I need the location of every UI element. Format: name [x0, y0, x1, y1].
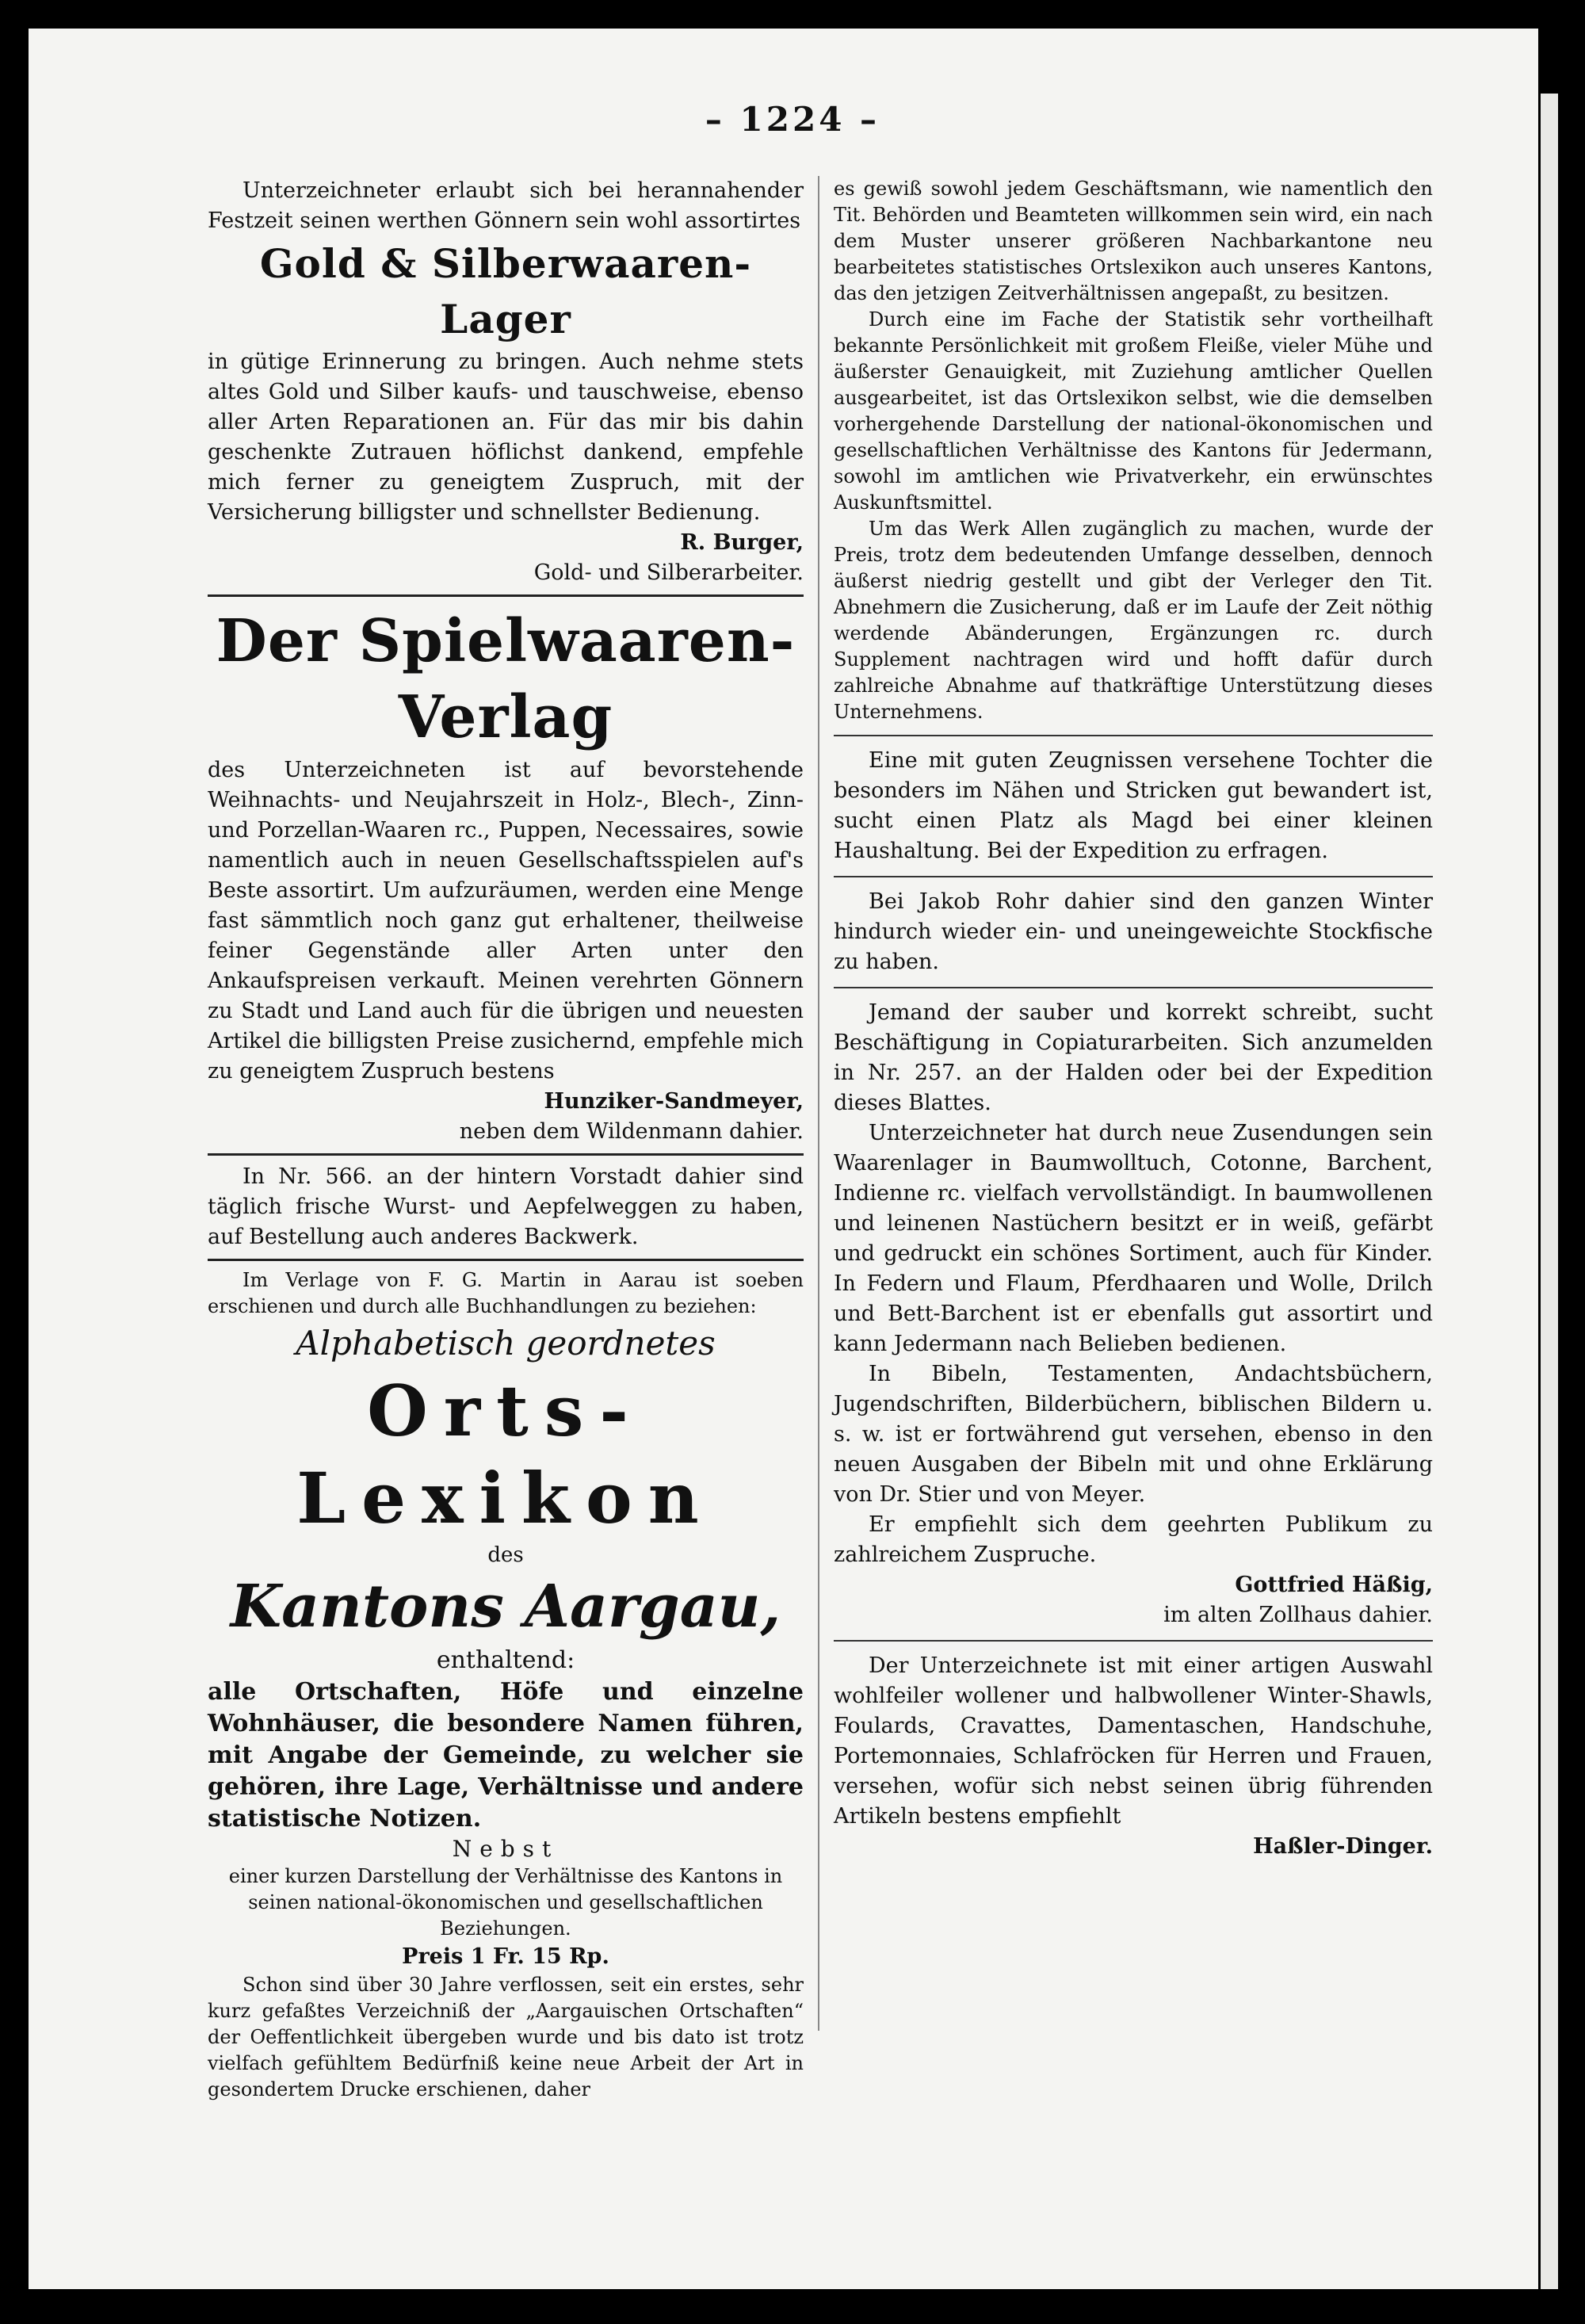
gold-signature-title: Gold- und Silberarbeiter. [533, 560, 804, 585]
adjacent-page-edge [1541, 94, 1558, 2289]
ad-gold-silver [208, 176, 804, 588]
ad-orts-lexikon [208, 1267, 804, 2103]
column-divider [818, 176, 819, 2031]
gold-heading: Gold & Silberwaaren-Lager [259, 240, 752, 342]
continued-paragraph-1: es gewiß sowohl jedem Geschäftsmann, wie namentlich den Tit. Behörden und Beamteten willkommen sein wird, ein nach dem Muster unserer größeren Nachbarkantone neu bearbeitetes statistisches Ortslexikon auch unseres Kantons, das den jetzigen Zeitverhältnissen angepaßt, zu besitzen. [834, 178, 1433, 304]
wurst-body: In Nr. 566. an der hintern Vorstadt dahier sind täglich frische Wurst- und Aepfelweggen zu haben, auf Bestellung auch anderes Backwerk. [208, 1164, 804, 1249]
orts-heading: Orts-Lexikon [296, 1370, 715, 1539]
divider [834, 1640, 1433, 1642]
haessig-paragraph-3: Er empfiehlt sich dem geehrten Publikum zu zahlreichem Zuspruche. [834, 1512, 1433, 1567]
continued-paragraph-2: Durch eine im Fache der Statistik sehr vortheilhaft bekannte Persönlichkeit mit großem Fleiße, vieler Mühe und äußerster Genauigkeit, mit Zuziehung amtlicher Quellen ausgearbeitet, ist das Ortslexikon selbst, wie die demselben vorhergehende Darstellung der national-ökonomischen und gesellschaftlichen Verhältnisse des Kantons für Jedermann, sowohl im amtlichen wie Privatverkehr, ein erwünschtes Auskunftsmittel. [834, 308, 1433, 514]
divider [834, 876, 1433, 877]
gold-signature-name: R. Burger, [680, 530, 804, 555]
tochter-body: Eine mit guten Zeugnissen versehene Tochter die besonders im Nähen und Stricken gut bewandert ist, sucht einen Platz als Magd bei einer kleinen Haushaltung. Bei der Expedition zu erfragen. [834, 748, 1433, 863]
gold-intro: Unterzeichneter erlaubt sich bei herannahender Festzeit seinen werthen Gönnern sein wohl assortirtes [208, 178, 804, 233]
ad-haessig [834, 1118, 1433, 1630]
divider [834, 987, 1433, 988]
haessig-paragraph-2: In Bibeln, Testamenten, Andachtsbüchern, Jugendschriften, Bilderbüchern, biblischen Bildern u. s. w. ist er fortwährend gut versehen, ebenso in den neuen Ausgaben der Bibeln mit und ohne Erklärung von Dr. Stier und von Meyer. [834, 1362, 1433, 1507]
verlag-intro: Im Verlage von F. G. Martin in Aarau ist soeben erschienen und durch alle Buchhandlungen zu beziehen: [208, 1269, 804, 1317]
divider [834, 735, 1433, 736]
ad-stockfische [834, 887, 1433, 977]
spiel-signature-place: neben dem Wildenmann dahier. [459, 1119, 804, 1144]
alpha-heading: Alphabetisch geordnetes [296, 1324, 716, 1363]
spiel-heading: Der Spielwaaren-Verlag [216, 607, 796, 751]
page-number: – 1224 – [705, 100, 880, 139]
hassler-signature: Haßler-Dinger. [1253, 1834, 1433, 1859]
right-column [834, 176, 1433, 1862]
hassler-body: Der Unterzeichnete ist mit einer artigen Auswahl wohlfeiler wollener und halbwollener Winter-Shawls, Foulards, Cravattes, Damentaschen, Handschuhe, Portemonnaies, Schlafröcken für Herren und Frauen, versehen, wofür sich nebst seinen übrig führenden Artikeln bestens empfiehlt [834, 1653, 1433, 1829]
schon-body: Schon sind über 30 Jahre verflossen, seit ein erstes, sehr kurz gefaßtes Verzeichniß der „Aargauischen Ortschaften“ der Oeffentlichkeit übergeben wurde und bis dato ist trotz vielfach gefühltem Bedürfniß keine neue Arbeit der Art in gesondertem Drucke erschienen, daher [208, 1974, 804, 2100]
nebst-line: Nebst [452, 1836, 560, 1862]
des-line: des [487, 1543, 524, 1567]
rohr-body: Bei Jakob Rohr dahier sind den ganzen Winter hindurch wieder ein- und uneingeweichte Stockfische zu haben. [834, 889, 1433, 974]
haessig-signature-name: Gottfried Häßig, [1235, 1573, 1433, 1597]
nebst-body: einer kurzen Darstellung der Verhältnisse des Kantons in seinen national-ökonomischen und gesellschaftlichen Beziehungen. [228, 1865, 783, 1940]
gold-body: in gütige Erinnerung zu bringen. Auch nehme stets altes Gold und Silber kaufs- und tauschweise, ebenso aller Arten Reparationen an. Für das mir bis dahin geschenkte Zutrauen höflichst dankend, empfehle mich ferner zu geneigtem Zuspruch, mit der Versicherung billigster und schnellster Bedienung. [208, 350, 804, 525]
ad-wurst [208, 1162, 804, 1252]
left-column [208, 176, 804, 2103]
enthaltend-line: enthaltend: [436, 1646, 575, 1674]
continued-paragraph-3: Um das Werk Allen zugänglich zu machen, wurde der Preis, trotz dem bedeutenden Umfange desselben, dennoch äußerst niedrig gestellt und gibt der Verleger den Tit. Abnehmern die Zusicherung, daß er im Laufe der Zeit nöthig werdende Abänderungen, Ergänzungen rc. durch Supplement nachtragen wird und hofft dafür durch zahlreiche Abnahme auf thatkräftige Unterstützung dieses Unternehmens. [834, 518, 1433, 723]
spiel-body: des Unterzeichneten ist auf bevorstehende Weihnachts- und Neujahrszeit in Holz-, Blech-, Zinn- und Porzellan-Waaren rc., Puppen, Necessaires, sowie namentlich auch in neuen Gesellschaftsspielen auf's Beste assortirt. Um aufzuräumen, werden eine Menge fast sämmtlich noch ganz gut erhaltener, theilweise feiner Gegenstände aller Arten unter den Ankaufspreisen verkauft. Meinen verehrten Gönnern zu Stadt und Land auch für die übrigen und neuesten Artikel die billigsten Preise zusichernd, empfehle mich zu geneigtem Zuspruch bestens [208, 758, 804, 1084]
ad-copiatur [834, 998, 1433, 1118]
divider [208, 1153, 804, 1156]
haessig-signature-place: im alten Zollhaus dahier. [1163, 1603, 1433, 1627]
ad-orts-lexikon-continued [834, 176, 1433, 725]
ad-hassler [834, 1651, 1433, 1862]
spiel-signature-name: Hunziker-Sandmeyer, [544, 1089, 804, 1114]
enthaltend-body: alle Ortschaften, Höfe und einzelne Wohnhäuser, die besondere Namen führen, mit Angabe der Gemeinde, zu welcher sie gehören, ihre Lage, Verhältnisse und andere statistische Notizen. [208, 1678, 804, 1833]
divider [208, 1259, 804, 1261]
kanton-heading: Kantons Aargau, [230, 1573, 781, 1641]
ad-tochter [834, 746, 1433, 866]
haessig-paragraph-1: Unterzeichneter hat durch neue Zusendungen sein Waarenlager in Baumwolltuch, Cotonne, Barchent, Indienne rc. vielfach vervollständigt. In baumwollenen und leinenen Nastüchern besitzt er in weiß, gefärbt und gedruckt ein schönes Sortiment, auch für Kinder. In Federn und Flaum, Pferdhaaren und Wolle, Drilch und Bett-Barchent ist er ebenfalls gut assortirt und kann Jedermann nach Belieben bedienen. [834, 1121, 1433, 1356]
divider [208, 594, 804, 597]
ad-spielwaaren [208, 603, 804, 1147]
price-line: Preis 1 Fr. 15 Rp. [402, 1944, 609, 1969]
jemand-body: Jemand der sauber und korrekt schreibt, sucht Beschäftigung in Copiaturarbeiten. Sich anzumelden in Nr. 257. an der Halden oder bei der Expedition dieses Blattes. [834, 1000, 1433, 1115]
